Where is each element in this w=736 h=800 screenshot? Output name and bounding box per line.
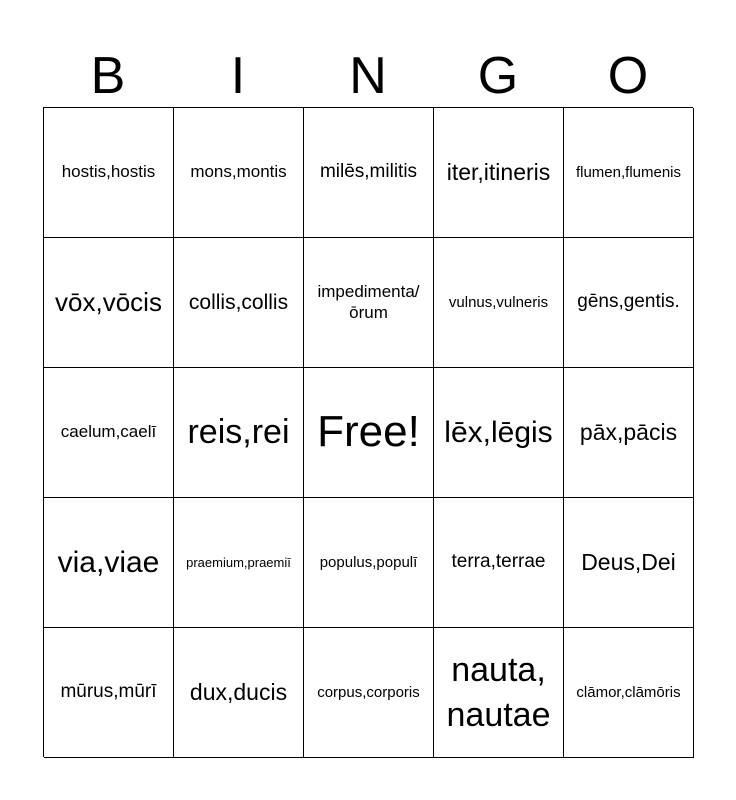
header-letter-i: I (230, 47, 246, 105)
bingo-cell-r5-c3: corpus,corporis (304, 628, 434, 758)
bingo-cell-r2-c3: impedimenta/​ōrum (304, 238, 434, 368)
bingo-cell-r4-c3: populus,populī (304, 498, 434, 628)
bingo-cell-r2-c4: vulnus,vulneris (434, 238, 564, 368)
bingo-cell-r3-c2: reis,rei (174, 368, 304, 498)
bingo-cell-r4-c4: terra,terrae (434, 498, 564, 628)
bingo-cell-r3-c4: lēx,lēgis (434, 368, 564, 498)
bingo-grid (43, 107, 693, 757)
header-letter-n: N (349, 47, 387, 105)
bingo-cell-r4-c2: praemium,praemiī (174, 498, 304, 628)
bingo-cell-r4-c1: via,viae (44, 498, 174, 628)
bingo-cell-r2-c1: vōx,vōcis (44, 238, 174, 368)
header-letter-b: B (90, 47, 126, 105)
bingo-cell-r5-c1: mūrus,mūrī (44, 628, 174, 758)
bingo-cell-r1-c3: milēs,militis (304, 108, 434, 238)
bingo-cell-r3-c3-free: Free! (304, 368, 434, 498)
bingo-cell-r5-c4: nauta, nautae (434, 628, 564, 758)
bingo-cell-r1-c5: flumen,flumenis (564, 108, 694, 238)
bingo-cell-r4-c5: Deus,Dei (564, 498, 694, 628)
bingo-cell-r5-c5: clāmor,clāmōris (564, 628, 694, 758)
bingo-header (43, 45, 693, 107)
bingo-cell-r3-c5: pāx,pācis (564, 368, 694, 498)
bingo-cell-r1-c1: hostis,hostis (44, 108, 174, 238)
bingo-cell-r2-c5: gēns,gentis. (564, 238, 694, 368)
bingo-cell-r2-c2: collis,collis (174, 238, 304, 368)
bingo-cell-r1-c2: mons,montis (174, 108, 304, 238)
bingo-cell-r5-c2: dux,ducis (174, 628, 304, 758)
header-letter-o: O (607, 47, 649, 105)
bingo-cell-r1-c4: iter,itineris (434, 108, 564, 238)
header-letter-g: G (477, 47, 519, 105)
bingo-cell-r3-c1: caelum,caelī (44, 368, 174, 498)
